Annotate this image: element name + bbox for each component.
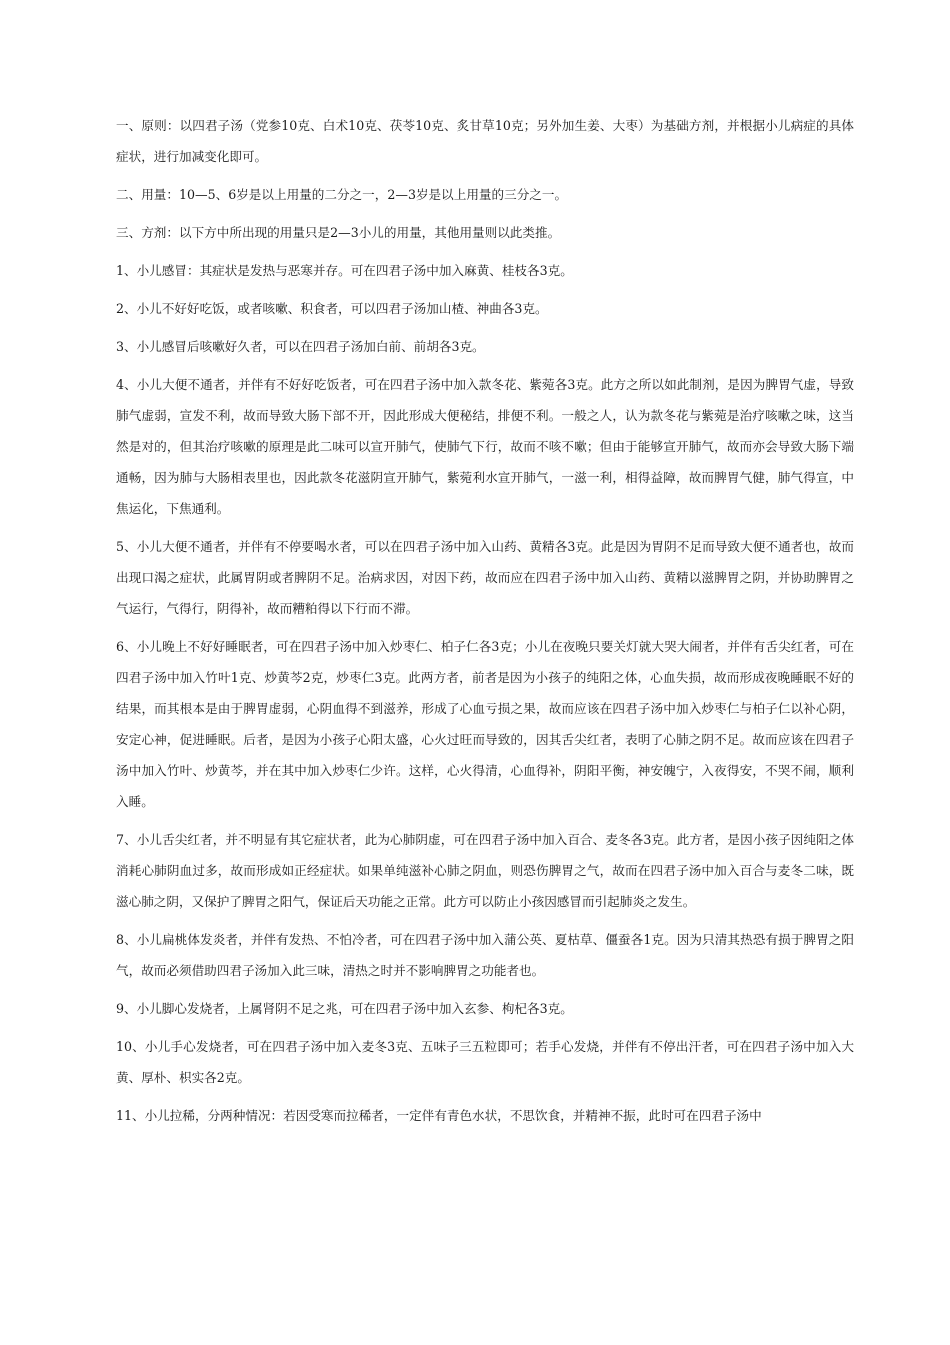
paragraph-item-10: 10、小儿手心发烧者，可在四君子汤中加入麦冬3克、五味子三五粒即可；若手心发烧，并伴有不停出汗者，可在四君子汤中加入大黄、厚朴、枳实各2克。	[116, 1039, 854, 1085]
paragraph-item-7: 7、小儿舌尖红者，并不明显有其它症状者，此为心肺阴虚，可在四君子汤中加入百合、麦冬各3克。此方者，是因小孩子因纯阳之体消耗心肺阴血过多，故而形成如正经症状。如果单纯滋补心肺之阴血，则恐伤脾胃之气，故而在四君子汤中加入百合与麦冬二味，既滋心肺之阴，又保护了脾胃之阳气，保证后天功能之正常。此方可以防止小孩因感冒而引起肺炎之发生。	[116, 832, 854, 909]
paragraph-item-6: 6、小儿晚上不好好睡眠者，可在四君子汤中加入炒枣仁、柏子仁各3克；小儿在夜晚只要关灯就大哭大闹者，并伴有舌尖红者，可在四君子汤中加入竹叶1克、炒黄芩2克，炒枣仁3克。此两方者，前者是因为小孩子的纯阳之体，心血失损，故而形成夜晚睡眠不好的结果，而其根本是由于脾胃虚弱，心阴血得不到滋养，形成了心血亏损之果，故而应该在四君子汤中加入炒枣仁与柏子仁以补心阴，安定心神，促进睡眠。后者，是因为小孩子心阳太盛，心火过旺而导致的，因其舌尖红者，表明了心肺之阴不足。故而应该在四君子汤中加入竹叶、炒黄芩，并在其中加入炒枣仁少许。这样，心火得清，心血得补，阴阳平衡，神安魄宁，入夜得安，不哭不闹，顺利入睡。	[116, 639, 854, 809]
paragraph-item-9: 9、小儿脚心发烧者，上属肾阴不足之兆，可在四君子汤中加入玄参、枸杞各3克。	[116, 1001, 573, 1016]
document-body	[116, 110, 854, 1138]
paragraph-item-2: 2、小儿不好好吃饭，或者咳嗽、积食者，可以四君子汤加山楂、神曲各3克。	[116, 301, 548, 316]
paragraph-item-5: 5、小儿大便不通者，并伴有不停要喝水者，可以在四君子汤中加入山药、黄精各3克。此是因为胃阴不足而导致大便不通者也，故而出现口渴之症状，此属胃阴或者脾阴不足。治病求因，对因下药，故而应在四君子汤中加入山药、黄精以滋脾胃之阴，并协助脾胃之气运行，气得行，阴得补，故而糟粕得以下行而不滞。	[116, 539, 854, 616]
paragraph-item-3: 3、小儿感冒后咳嗽好久者，可以在四君子汤加白前、前胡各3克。	[116, 339, 485, 354]
paragraph-item-4: 4、小儿大便不通者，并伴有不好好吃饭者，可在四君子汤中加入款冬花、紫菀各3克。此方之所以如此制剂，是因为脾胃气虚，导致肺气虚弱，宣发不利，故而导致大肠下部不开，因此形成大便秘结，排便不利。一般之人，认为款冬花与紫菀是治疗咳嗽之味，这当然是对的，但其治疗咳嗽的原理是此二味可以宣开肺气，使肺气下行，故而不咳不嗽；但由于能够宣开肺气，故而亦会导致大肠下端通畅，因为肺与大肠相表里也，因此款冬花滋阴宣开肺气，紫菀利水宣开肺气，一滋一利，相得益障，故而脾胃气健，肺气得宣，中焦运化，下焦通利。	[116, 377, 854, 516]
paragraph-principle: 一、原则：以四君子汤（党参10克、白术10克、茯苓10克、炙甘草10克；另外加生姜、大枣）为基础方剂，并根据小儿病症的具体症状，进行加减变化即可。	[116, 118, 854, 164]
paragraph-item-11: 11、小儿拉稀，分两种情况：若因受寒而拉稀者，一定伴有青色水状，不思饮食，并精神不振，此时可在四君子汤中	[116, 1108, 762, 1123]
paragraph-item-8: 8、小儿扁桃体发炎者，并伴有发热、不怕冷者，可在四君子汤中加入蒲公英、夏枯草、僵蚕各1克。因为只清其热恐有损于脾胃之阳气，故而必须借助四君子汤加入此三味，清热之时并不影响脾胃之功能者也。	[116, 932, 854, 978]
paragraph-item-1: 1、小儿感冒：其症状是发热与恶寒并存。可在四君子汤中加入麻黄、桂枝各3克。	[116, 263, 573, 278]
paragraph-dosage: 二、用量：10—5、6岁是以上用量的二分之一，2—3岁是以上用量的三分之一。	[116, 187, 568, 202]
paragraph-prescription: 三、方剂：以下方中所出现的用量只是2—3小儿的用量，其他用量则以此类推。	[116, 225, 561, 240]
